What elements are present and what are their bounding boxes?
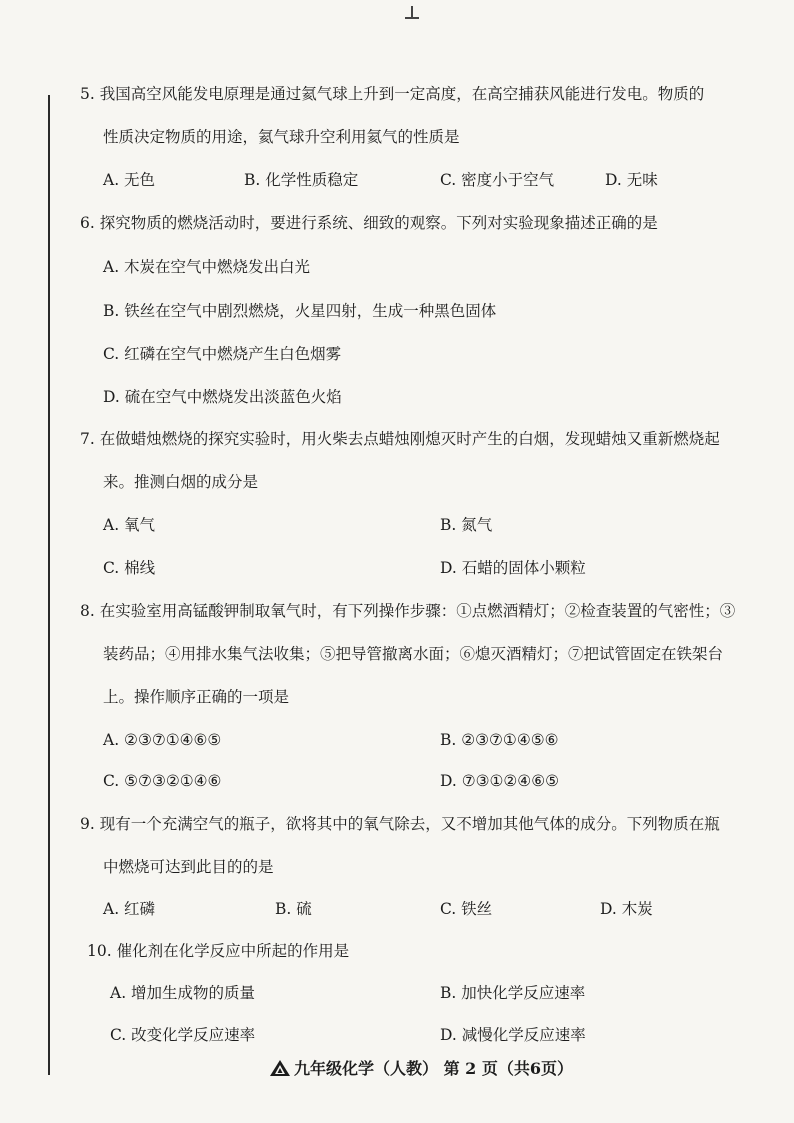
q8-option-a: A. ②③⑦①④⑥⑤ bbox=[103, 731, 222, 749]
footer-text: 九年级化学（人教） 第 2 页（共6页） bbox=[294, 1059, 573, 1078]
q10-option-d: D. 减慢化学反应速率 bbox=[440, 1026, 586, 1044]
q7-option-b: B. 氮气 bbox=[440, 516, 493, 534]
q9-option-c: C. 铁丝 bbox=[440, 900, 493, 918]
q8-stem-line-3: 上。操作顺序正确的一项是 bbox=[103, 688, 290, 706]
q9-option-d: D. 木炭 bbox=[600, 900, 653, 918]
q10-stem-line-1: 10. 催化剂在化学反应中所起的作用是 bbox=[87, 942, 350, 960]
q8-stem-line-2: 装药品；④用排水集气法收集；⑤把导管撤离水面；⑥熄灭酒精灯；⑦把试管固定在铁架台 bbox=[103, 645, 724, 663]
q7-stem-line-1: 7. 在做蜡烛燃烧的探究实验时，用火柴去点蜡烛刚熄灭时产生的白烟，发现蜡烛又重新燃烧起 bbox=[80, 430, 720, 448]
q8-stem-line-1: 8. 在实验室用高锰酸钾制取氧气时，有下列操作步骤：①点燃酒精灯；②检查装置的气密性；③ bbox=[80, 602, 736, 620]
q10-option-a: A. 增加生成物的质量 bbox=[110, 984, 256, 1002]
q6-option-c: C. 红磷在空气中燃烧产生白色烟雾 bbox=[103, 345, 342, 363]
q6-stem-line-1: 6. 探究物质的燃烧活动时，要进行系统、细致的观察。下列对实验现象描述正确的是 bbox=[80, 214, 658, 232]
q6-option-d: D. 硫在空气中燃烧发出淡蓝色火焰 bbox=[103, 388, 342, 406]
q5-option-a: A. 无色 bbox=[103, 171, 156, 189]
publisher-triangle-logo-icon bbox=[270, 1060, 290, 1076]
binding-top-mark bbox=[405, 6, 419, 18]
q7-option-d: D. 石蜡的固体小颗粒 bbox=[440, 559, 586, 577]
q8-option-b: B. ②③⑦①④⑤⑥ bbox=[440, 731, 559, 749]
page-footer bbox=[270, 1056, 573, 1079]
q5-stem-line-2: 性质决定物质的用途，氦气球升空利用氦气的性质是 bbox=[103, 128, 460, 146]
q9-stem-line-1: 9. 现有一个充满空气的瓶子，欲将其中的氧气除去，又不增加其他气体的成分。下列物质在瓶 bbox=[80, 815, 720, 833]
q9-option-a: A. 红磷 bbox=[103, 900, 156, 918]
q5-option-b: B. 化学性质稳定 bbox=[244, 171, 359, 189]
q7-option-a: A. 氧气 bbox=[103, 516, 156, 534]
q10-option-c: C. 改变化学反应速率 bbox=[110, 1026, 256, 1044]
q9-stem-line-2: 中燃烧可达到此目的的是 bbox=[103, 858, 274, 876]
q7-stem-line-2: 来。推测白烟的成分是 bbox=[103, 473, 259, 491]
q8-option-c: C. ⑤⑦③②①④⑥ bbox=[103, 772, 222, 790]
q5-stem-line-1: 5. 我国高空风能发电原理是通过氦气球上升到一定高度，在高空捕获风能进行发电。物质的 bbox=[80, 85, 705, 103]
q9-option-b: B. 硫 bbox=[275, 900, 312, 918]
q5-option-d: D. 无味 bbox=[605, 171, 658, 189]
q6-option-a: A. 木炭在空气中燃烧发出白光 bbox=[103, 258, 311, 276]
q10-option-b: B. 加快化学反应速率 bbox=[440, 984, 586, 1002]
binding-margin-line bbox=[48, 95, 50, 1075]
q8-option-d: D. ⑦③①②④⑥⑤ bbox=[440, 772, 559, 790]
q5-option-c: C. 密度小于空气 bbox=[440, 171, 555, 189]
q7-option-c: C. 棉线 bbox=[103, 559, 156, 577]
q6-option-b: B. 铁丝在空气中剧烈燃烧，火星四射，生成一种黑色固体 bbox=[103, 302, 497, 320]
